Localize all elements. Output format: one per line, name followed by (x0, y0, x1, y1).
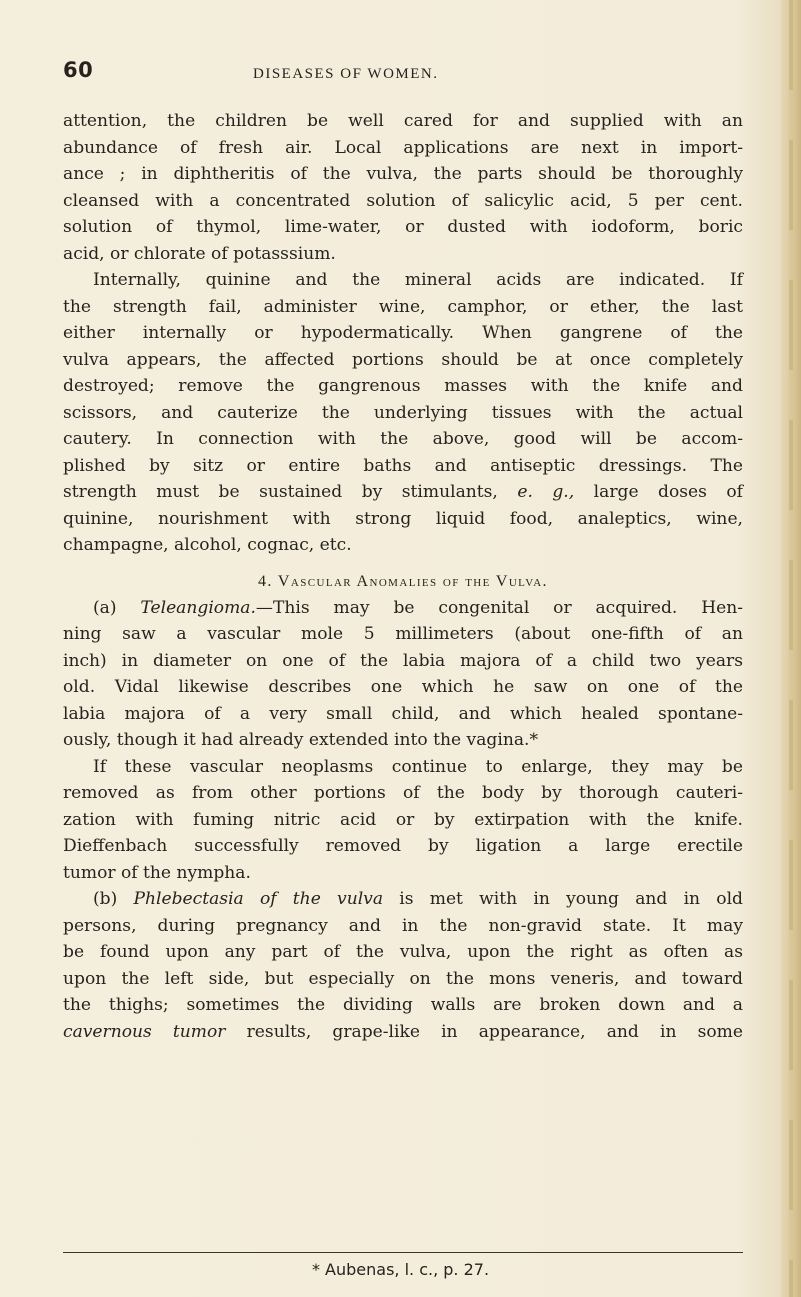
text-line: solution of thymol, lime-water, or dusted with iodoform, boric (63, 217, 743, 237)
paragraph-2 (63, 267, 743, 559)
paragraph-3 (63, 595, 743, 754)
text-line (63, 595, 743, 622)
page-header (63, 58, 765, 88)
text-line: cautery. In connection with the above, good will be accom- (63, 429, 743, 449)
text-line: ously, though it had already extended into the vagina.* (63, 730, 538, 750)
text-line: Dieffenbach successfully removed by ligation a large erectile (63, 836, 743, 856)
item-label: (a) (93, 597, 117, 618)
paragraph-4 (63, 754, 743, 887)
text-line (63, 479, 743, 506)
text-line: labia majora of a very small child, and which healed spontane- (63, 703, 743, 724)
subsection-title: Teleangioma. (140, 597, 256, 618)
text-line: vulva appears, the affected portions should be at once completely (63, 349, 743, 370)
text-span: —This may be congenital or acquired. Hen- (255, 597, 744, 618)
section-heading: 4. Vascular Anomalies of the Vulva. (258, 572, 548, 590)
item-label: (b) (93, 889, 118, 909)
text-span: large doses of (593, 482, 744, 502)
text-line: the strength fail, administer wine, camphor, or ether, the last (63, 296, 743, 317)
text-span: is met with in young and in old (399, 889, 743, 909)
text-line: the thighs; sometimes the dividing walls are broken down and a (63, 995, 743, 1015)
text-span: results, grape-like in appearance, and in some (246, 1021, 744, 1042)
running-head: DISEASES OF WOMEN. (253, 66, 439, 82)
text-line: destroyed; remove the gangrenous masses with the knife and (63, 376, 743, 396)
text-line: abundance of fresh air. Local applications are next in import- (63, 137, 743, 158)
paragraph-5 (63, 886, 743, 1045)
italic-abbrev: e. g., (517, 482, 575, 502)
subsection-title: Phlebectasia of the vulva (133, 889, 384, 909)
paragraph-1 (63, 108, 743, 267)
text-line (63, 886, 743, 913)
text-line: ance ; in diphtheritis of the vulva, the parts should be thoroughly (63, 164, 743, 184)
footnote: * Aubenas, l. c., p. 27. (311, 1260, 490, 1279)
page-number: 60 (63, 58, 94, 82)
text-line: quinine, nourishment with strong liquid food, analeptics, wine, (63, 508, 743, 529)
text-span: strength must be sustained by stimulants, (63, 482, 498, 502)
text-line: If these vascular neoplasms continue to enlarge, they may be (93, 756, 743, 777)
text-line: cleansed with a concentrated solution of salicylic acid, 5 per cent. (63, 190, 743, 211)
text-line: champagne, alcohol, cognac, etc. (63, 535, 352, 555)
text-line: plished by sitz or entire baths and antiseptic dressings. The (63, 455, 743, 476)
italic-term: cavernous tumor (63, 1021, 226, 1042)
body-text (63, 108, 743, 1045)
text-line: zation with fuming nitric acid or by extirpation with the knife. (63, 809, 743, 830)
page-edge (781, 0, 801, 1297)
text-line: be found upon any part of the vulva, upon the right as often as (63, 942, 743, 962)
text-line: persons, during pregnancy and in the non-gravid state. It may (63, 915, 743, 936)
text-line: tumor of the nympha. (63, 862, 251, 883)
text-line: old. Vidal likewise describes one which he saw on one of the (63, 677, 743, 697)
text-line: upon the left side, but especially on the mons veneris, and toward (63, 968, 743, 989)
text-line: either internally or hypodermatically. When gangrene of the (63, 323, 743, 343)
text-line: ning saw a vascular mole 5 millimeters (about one-fifth of an (63, 624, 743, 644)
text-line: Internally, quinine and the mineral acids are indicated. If (93, 270, 743, 290)
text-line (63, 1019, 743, 1046)
text-line: acid, or chlorate of potasssium. (63, 243, 336, 264)
text-line: removed as from other portions of the body by thorough cauteri- (63, 783, 743, 803)
text-line: attention, the children be well cared for and supplied with an (63, 111, 743, 131)
text-line: scissors, and cauterize the underlying tissues with the actual (63, 402, 743, 423)
footnote-rule (63, 1252, 743, 1253)
text-line: inch) in diameter on one of the labia majora of a child two years (63, 650, 743, 671)
